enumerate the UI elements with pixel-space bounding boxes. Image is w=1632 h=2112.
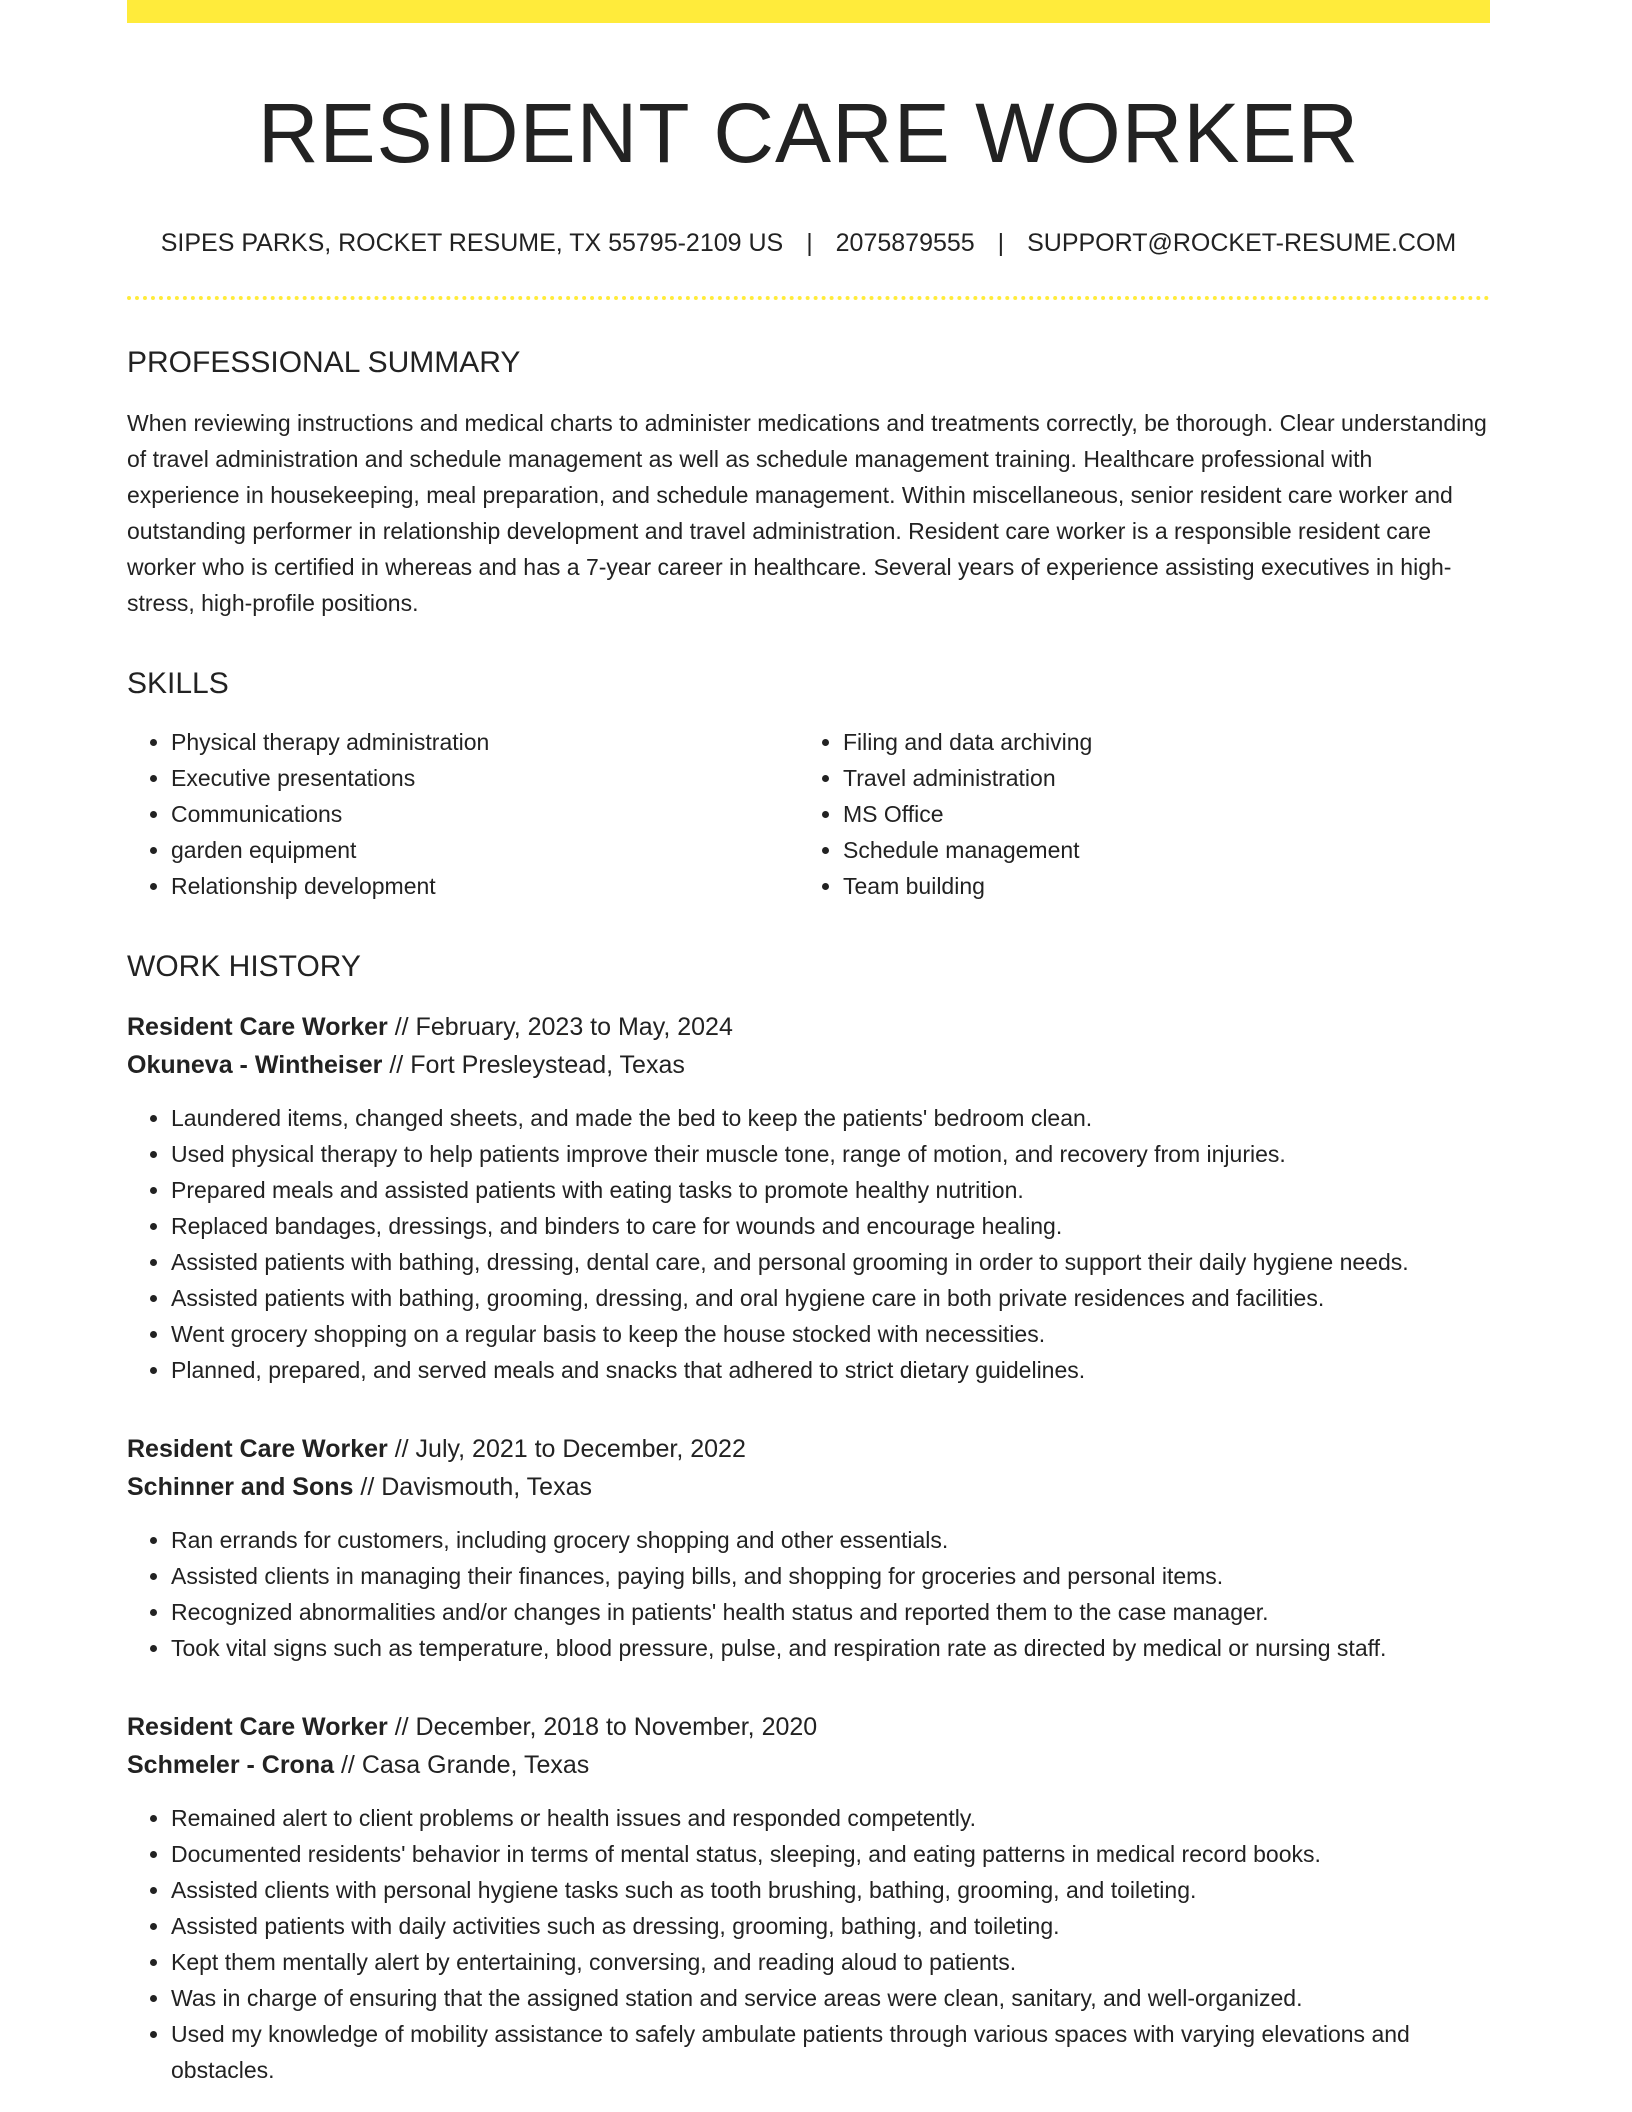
skill-item: • Physical therapy administration (171, 724, 799, 760)
job-bullet: • Ran errands for customers, including grocery shopping and other essentials. (171, 1522, 1490, 1558)
job-location: Fort Presleystead, Texas (410, 1050, 685, 1079)
job-separator: // (353, 1472, 382, 1501)
contact-email: SUPPORT@ROCKET-RESUME.COM (1027, 228, 1457, 257)
header-divider (127, 296, 1490, 300)
job-bullet: • Kept them mentally alert by entertaining, conversing, and reading aloud to patients. (171, 1944, 1490, 1980)
skill-item: • Filing and data archiving (843, 724, 1471, 760)
skill-item: • garden equipment (171, 832, 799, 868)
skill-item: • Schedule management (843, 832, 1471, 868)
contact-line (127, 228, 1490, 258)
top-accent-bar (127, 0, 1490, 23)
job-role: Resident Care Worker (127, 1712, 388, 1741)
job-company-line (127, 1746, 1490, 1784)
job-company: Schmeler - Crona (127, 1750, 335, 1779)
skills-right-list (799, 724, 1471, 904)
skill-item: • Executive presentations (171, 760, 799, 796)
job-header (127, 1430, 1490, 1506)
job-bullet: • Prepared meals and assisted patients with eating tasks to promote healthy nutrition. (171, 1172, 1490, 1208)
job-bullet: • Replaced bandages, dressings, and binders to care for wounds and encourage healing. (171, 1208, 1490, 1244)
job-bullet: • Assisted patients with daily activities such as dressing, grooming, bathing, and toileting. (171, 1908, 1490, 1944)
job-company-line (127, 1046, 1490, 1084)
job-location: Casa Grande, Texas (361, 1750, 590, 1779)
work-history-heading: WORK HISTORY (127, 949, 361, 983)
resume-content (127, 23, 1490, 2088)
resume-name: RESIDENT CARE WORKER (257, 86, 1360, 180)
job-header (127, 1708, 1490, 1784)
job-bullets (127, 1800, 1490, 2088)
job-bullet: • Used physical therapy to help patients improve their muscle tone, range of motion, and recovery from injuries. (171, 1136, 1490, 1172)
job-bullet: • Assisted patients with bathing, grooming, dressing, and oral hygiene care in both private residences and facilities. (171, 1280, 1490, 1316)
skills-left-list (127, 724, 799, 904)
job-bullets (127, 1100, 1490, 1388)
skills-heading: SKILLS (127, 666, 229, 700)
skill-item: • MS Office (843, 796, 1471, 832)
job-company-line (127, 1468, 1490, 1506)
job-role: Resident Care Worker (127, 1434, 388, 1463)
contact-address: SIPES PARKS, ROCKET RESUME, TX 55795-2109 US (160, 228, 784, 257)
skill-item: • Relationship development (171, 868, 799, 904)
job-company: Schinner and Sons (127, 1472, 354, 1501)
job-bullet: • Remained alert to client problems or health issues and responded competently. (171, 1800, 1490, 1836)
job-separator: // (382, 1050, 411, 1079)
job-bullet: • Documented residents' behavior in terms of mental status, sleeping, and eating patterns in medical record books. (171, 1836, 1490, 1872)
job-dates: February, 2023 to May, 2024 (415, 1012, 733, 1041)
job-role-line (127, 1708, 1490, 1746)
job-bullet: • Assisted clients in managing their finances, paying bills, and shopping for groceries and personal items. (171, 1558, 1490, 1594)
job-company: Okuneva - Wintheiser (127, 1050, 383, 1079)
job-bullet: • Took vital signs such as temperature, blood pressure, pulse, and respiration rate as directed by medical or nursing staff. (171, 1630, 1490, 1666)
job-bullet: • Went grocery shopping on a regular basis to keep the house stocked with necessities. (171, 1316, 1490, 1352)
job-bullet: • Assisted patients with bathing, dressing, dental care, and personal grooming in order to support their daily hygiene needs. (171, 1244, 1490, 1280)
job-header (127, 1008, 1490, 1084)
job-separator: // (334, 1750, 362, 1779)
job-role-line (127, 1430, 1490, 1468)
job-separator: // (387, 1712, 416, 1741)
summary-heading: PROFESSIONAL SUMMARY (127, 345, 521, 379)
job-dates: July, 2021 to December, 2022 (415, 1434, 746, 1463)
job-bullet: • Recognized abnormalities and/or changes in patients' health status and reported them to the case manager. (171, 1594, 1490, 1630)
job-bullet: • Planned, prepared, and served meals and snacks that adhered to strict dietary guidelines. (171, 1352, 1490, 1388)
job-separator: // (387, 1012, 416, 1041)
job-bullet: • Used my knowledge of mobility assistance to safely ambulate patients through various spaces with varying elevations and obstacles. (171, 2016, 1490, 2088)
job-role: Resident Care Worker (127, 1012, 388, 1041)
skill-item: • Team building (843, 868, 1471, 904)
contact-separator: | (997, 228, 1005, 257)
skill-item: • Communications (171, 796, 799, 832)
job-bullet: • Laundered items, changed sheets, and made the bed to keep the patients' bedroom clean. (171, 1100, 1490, 1136)
summary-text: When reviewing instructions and medical charts to administer medications and treatments correctly, be thorough. Clear understanding of travel administration and schedule management as well as schedule management training. Healthcare professional with experience in housekeeping, meal preparation, and schedule management. Within miscellaneous, senior resident care worker and outstanding performer in relationship development and travel administration. Resident care worker is a responsible resident care worker who is certified in whereas and has a 7-year career in healthcare. Several years of experience assisting executives in high-stress, high-profile positions. (127, 409, 1487, 616)
job-dates: December, 2018 to November, 2020 (415, 1712, 818, 1741)
job-bullet: • Was in charge of ensuring that the assigned station and service areas were clean, sanitary, and well-organized. (171, 1980, 1490, 2016)
job-role-line (127, 1008, 1490, 1046)
job-bullets (127, 1522, 1490, 1666)
contact-separator: | (806, 228, 813, 257)
contact-phone: 2075879555 (835, 228, 975, 257)
skill-item: • Travel administration (843, 760, 1471, 796)
skills-columns (127, 724, 1490, 904)
job-bullet: • Assisted clients with personal hygiene tasks such as tooth brushing, bathing, grooming, and toileting. (171, 1872, 1490, 1908)
job-separator: // (387, 1434, 416, 1463)
job-location: Davismouth, Texas (381, 1472, 592, 1501)
